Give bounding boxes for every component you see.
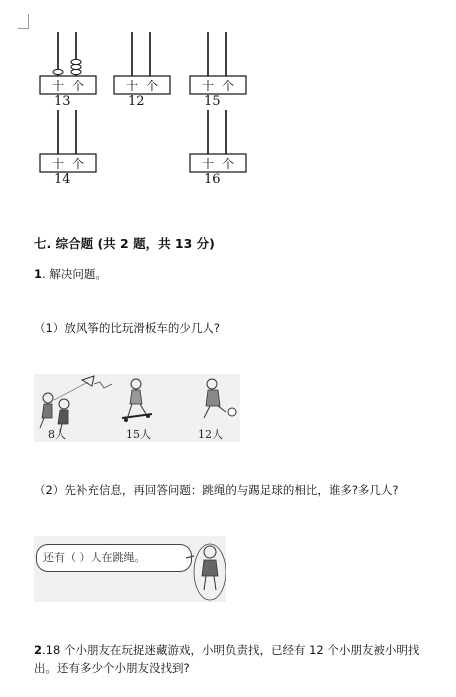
tens-label: 十 [51, 157, 65, 171]
question-1-sub1: （1）放风筝的比玩滑板车的少几人? [34, 321, 220, 335]
tens-bead [53, 69, 63, 74]
ones-bead [71, 64, 81, 69]
ones-label: 个 [221, 157, 235, 171]
page-corner-mark [18, 14, 29, 29]
tens-label: 十 [125, 79, 139, 93]
abacus-16 [180, 110, 276, 196]
ones-label: 个 [221, 79, 235, 93]
abacus-15 [180, 32, 276, 118]
ones-label: 个 [145, 79, 159, 93]
ones-bead [71, 69, 81, 74]
speech-bubble: 还有（ ）人在跳绳。 [36, 544, 192, 572]
question-2-line2: 出。还有多少个小朋友没找到? [34, 661, 190, 675]
skateboard-count-label: 15人 [126, 428, 151, 441]
question-2-number: 2 [34, 643, 43, 657]
soccer-count-label: 12人 [198, 428, 223, 441]
kite-count-label: 8人 [48, 428, 66, 441]
abacus-base [40, 76, 96, 94]
abacus-number: 15 [204, 94, 221, 109]
abacus-frame [30, 110, 126, 174]
abacus-base [190, 76, 246, 94]
ones-label: 个 [71, 157, 85, 171]
ones-label: 个 [71, 79, 85, 93]
abacus-number: 16 [204, 172, 221, 187]
abacus-base [40, 154, 96, 172]
question-1-heading [34, 266, 107, 282]
tens-label: 十 [201, 157, 215, 171]
question-1-sub2: （2）先补充信息，再回答问题：跳绳的与踢足球的相比，谁多?多几人? [34, 483, 399, 497]
abacus-number: 13 [54, 94, 71, 109]
abacus-14 [30, 110, 126, 196]
question-1-number: 1 [34, 267, 43, 281]
section-title: 七. 综合题 (共 2 题，共 13 分) [34, 236, 215, 251]
abacus-frame [180, 110, 276, 174]
question-1-text: . 解决问题。 [42, 267, 107, 281]
abacus-number: 14 [54, 172, 71, 187]
abacus-frame [180, 32, 276, 96]
ones-bead [71, 59, 81, 64]
jump-rope-picture [34, 536, 226, 602]
activity-picture [34, 374, 240, 442]
tens-label: 十 [51, 79, 65, 93]
jump-rope-girl-illustration [34, 536, 226, 602]
tens-label: 十 [201, 79, 215, 93]
abacus-base [190, 154, 246, 172]
abacus-base [114, 76, 170, 94]
abacus-number: 12 [128, 94, 145, 109]
question-2-text: .18 个小朋友在玩捉迷藏游戏，小明负责找，已经有 12 个小朋友被小明找 [42, 643, 420, 657]
question-2-line1 [34, 642, 419, 658]
